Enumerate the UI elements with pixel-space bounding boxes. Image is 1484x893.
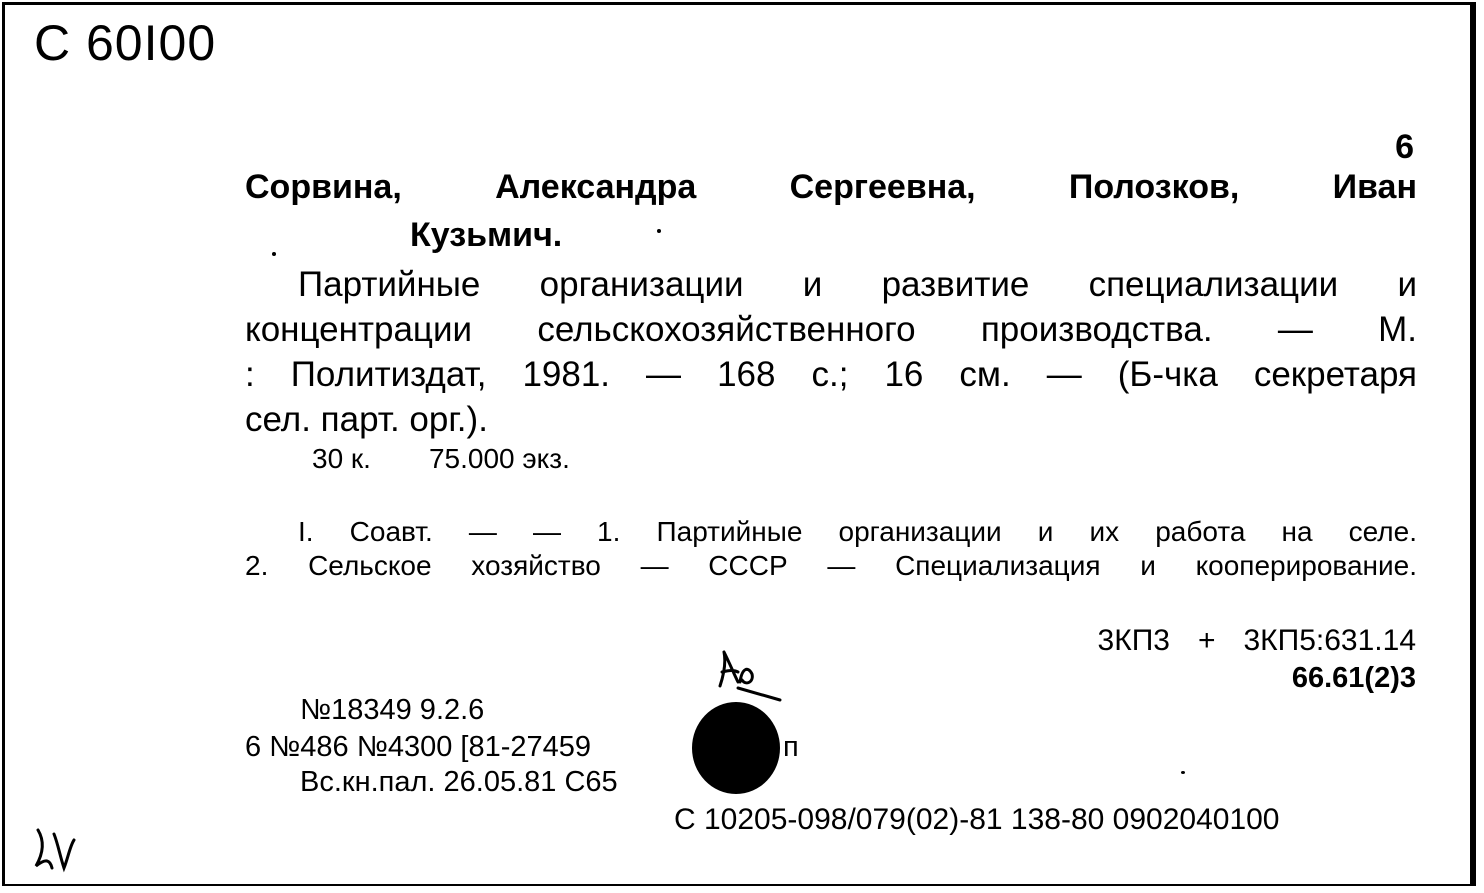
publication-index: С 10205-098/079(02)-81 138-80 0902040100 <box>674 803 1280 836</box>
service-line: 6 №486 №4300 [81-27459 <box>245 731 592 763</box>
description-line: Партийные организации и развитие специализации и <box>298 265 1417 304</box>
handwritten-corner-mark <box>30 822 80 874</box>
handwritten-initials-mark <box>712 644 784 706</box>
bibliographic-description <box>245 262 1417 442</box>
service-line: №18349 9.2.6 <box>300 694 485 726</box>
ink-blot <box>692 702 780 794</box>
subject-headings <box>245 515 1417 583</box>
classification-codes <box>1098 624 1416 658</box>
author-word: Сергеевна, <box>789 168 976 206</box>
author-word: Иван <box>1332 168 1417 206</box>
udc-code: 66.61(2)3 <box>1291 662 1416 694</box>
subject-line: 2. Сельское хозяйство — СССР — Специализация и кооперирование. <box>245 550 1417 581</box>
author-word: Александра <box>495 168 697 206</box>
card-code: С 60I00 <box>34 15 217 71</box>
class-code: 3КП5:631.14 <box>1243 624 1416 657</box>
description-line: сел. парт. орг.). <box>245 400 488 439</box>
description-line: : Политиздат, 1981. — 168 с.; 16 см. — (Б-чка секретаря <box>245 355 1417 394</box>
author-word: Сорвина, <box>245 168 402 206</box>
subject-line: I. Соавт. — — 1. Партийные организации и их работа на селе. <box>298 516 1417 547</box>
description-line: концентрации сельскохозяйственного производства. — М. <box>245 310 1417 349</box>
paper-speck <box>657 229 661 233</box>
section-number: 6 <box>1395 128 1414 166</box>
class-code-plus: + <box>1197 624 1216 657</box>
authors-line <box>245 168 1417 207</box>
price: 30 к. <box>312 443 371 474</box>
paper-speck <box>1181 771 1185 774</box>
service-tail: п <box>783 731 799 763</box>
paper-speck <box>272 252 276 256</box>
author-word: Полозков, <box>1068 168 1240 206</box>
print-run: 75.000 экз. <box>428 443 570 474</box>
service-line: Вс.кн.пал. 26.05.81 С65 <box>300 766 618 798</box>
class-code: 3КП3 <box>1097 624 1170 657</box>
price-and-run <box>312 443 570 475</box>
authors-continuation: Кузьмич. <box>410 216 563 254</box>
